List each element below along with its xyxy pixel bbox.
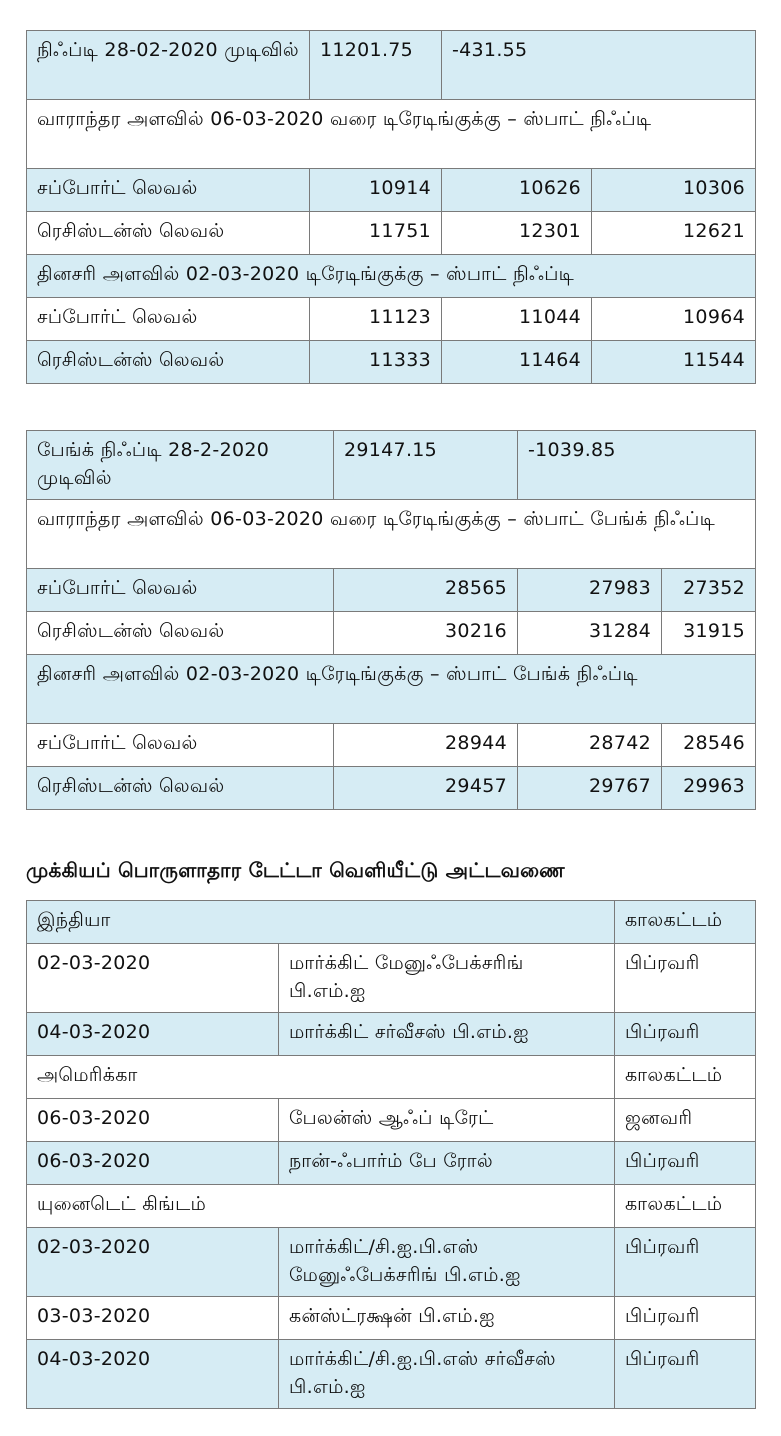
level-value: 11333 <box>310 341 442 384</box>
nifty-change-value: -431.55 <box>442 31 756 100</box>
level-value: 29457 <box>334 767 518 810</box>
event-name: கன்ஸ்ட்ரக்ஷன் பி.எம்.ஐ <box>279 1297 615 1340</box>
section-title-uk: யுனைடெட் கிங்டம் <box>27 1185 615 1228</box>
bank-nifty-daily-support-row <box>27 724 756 767</box>
section-title-india: இந்தியா <box>27 901 615 944</box>
row-label: ரெசிஸ்டன்ஸ் லெவல் <box>27 612 334 655</box>
nifty-header-row <box>27 31 756 100</box>
event-date: 02-03-2020 <box>27 944 279 1013</box>
nifty-daily-title-row <box>27 255 756 298</box>
calendar-row <box>27 1099 756 1142</box>
bank-nifty-close-value: 29147.15 <box>334 431 518 500</box>
event-period: பிப்ரவரி <box>615 1228 756 1297</box>
row-label: ரெசிஸ்டன்ஸ் லெவல் <box>27 341 310 384</box>
bank-nifty-header-label: பேங்க் நிஃப்டி 28-2-2020 முடிவில் <box>27 431 334 500</box>
event-period: பிப்ரவரி <box>615 1013 756 1056</box>
event-name: மார்க்கிட் மேனுஃபேக்சரிங் பி.எம்.ஐ <box>279 944 615 1013</box>
row-label: சப்போர்ட் லெவல் <box>27 569 334 612</box>
event-name: மார்க்கிட்/சி.ஐ.பி.எஸ் சர்வீசஸ் பி.எம்.ஐ <box>279 1340 615 1409</box>
india-section-row <box>27 901 756 944</box>
nifty-close-value: 11201.75 <box>310 31 442 100</box>
event-date: 06-03-2020 <box>27 1142 279 1185</box>
level-value: 27983 <box>518 569 662 612</box>
row-label: சப்போர்ட் லெவல் <box>27 298 310 341</box>
calendar-row <box>27 1340 756 1409</box>
nifty-weekly-title-row <box>27 100 756 169</box>
level-value: 29767 <box>518 767 662 810</box>
nifty-levels-table <box>26 30 756 384</box>
event-period: பிப்ரவரி <box>615 944 756 1013</box>
level-value: 28742 <box>518 724 662 767</box>
level-value: 11464 <box>442 341 592 384</box>
event-name: நான்-ஃபார்ம் பே ரோல் <box>279 1142 615 1185</box>
event-period: பிப்ரவரி <box>615 1297 756 1340</box>
economic-calendar-table <box>26 900 756 1409</box>
level-value: 28546 <box>662 724 756 767</box>
bank-nifty-change-value: -1039.85 <box>518 431 756 500</box>
row-label: சப்போர்ட் லெவல் <box>27 169 310 212</box>
event-period: பிப்ரவரி <box>615 1142 756 1185</box>
bank-nifty-daily-title-row <box>27 655 756 724</box>
level-value: 11751 <box>310 212 442 255</box>
period-label: காலகட்டம் <box>615 1056 756 1099</box>
event-date: 03-03-2020 <box>27 1297 279 1340</box>
level-value: 10306 <box>592 169 756 212</box>
calendar-row <box>27 1142 756 1185</box>
level-value: 10914 <box>310 169 442 212</box>
calendar-row <box>27 1013 756 1056</box>
bank-nifty-levels-table <box>26 430 756 810</box>
period-label: காலகட்டம் <box>615 901 756 944</box>
calendar-row <box>27 944 756 1013</box>
bank-nifty-header-row <box>27 431 756 500</box>
bank-nifty-daily-title: தினசரி அளவில் 02-03-2020 டிரேடிங்குக்கு – ஸ்பாட் பேங்க் நிஃப்டி <box>27 655 756 724</box>
level-value: 10626 <box>442 169 592 212</box>
nifty-weekly-resistance-row <box>27 212 756 255</box>
level-value: 11044 <box>442 298 592 341</box>
calendar-heading: முக்கியப் பொருளாதார டேட்டா வெளியீட்டு அட்டவணை <box>26 858 565 882</box>
nifty-daily-title: தினசரி அளவில் 02-03-2020 டிரேடிங்குக்கு – ஸ்பாட் நிஃப்டி <box>27 255 756 298</box>
bank-nifty-weekly-title: வாராந்தர அளவில் 06-03-2020 வரை டிரேடிங்குக்கு – ஸ்பாட் பேங்க் நிஃப்டி <box>27 500 756 569</box>
bank-nifty-daily-resistance-row <box>27 767 756 810</box>
level-value: 27352 <box>662 569 756 612</box>
nifty-weekly-title: வாராந்தர அளவில் 06-03-2020 வரை டிரேடிங்குக்கு – ஸ்பாட் நிஃப்டி <box>27 100 756 169</box>
event-name: மார்க்கிட் சர்வீசஸ் பி.எம்.ஐ <box>279 1013 615 1056</box>
calendar-row <box>27 1297 756 1340</box>
level-value: 30216 <box>334 612 518 655</box>
row-label: ரெசிஸ்டன்ஸ் லெவல் <box>27 212 310 255</box>
nifty-daily-resistance-row <box>27 341 756 384</box>
nifty-daily-support-row <box>27 298 756 341</box>
event-period: பிப்ரவரி <box>615 1340 756 1409</box>
level-value: 12621 <box>592 212 756 255</box>
level-value: 31284 <box>518 612 662 655</box>
event-period: ஜனவரி <box>615 1099 756 1142</box>
event-date: 02-03-2020 <box>27 1228 279 1297</box>
level-value: 11123 <box>310 298 442 341</box>
event-name: மார்க்கிட்/சி.ஐ.பி.எஸ் மேனுஃபேக்சரிங் பி.எம்.ஐ <box>279 1228 615 1297</box>
level-value: 31915 <box>662 612 756 655</box>
event-name: பேலன்ஸ் ஆஃப் டிரேட் <box>279 1099 615 1142</box>
row-label: சப்போர்ட் லெவல் <box>27 724 334 767</box>
nifty-weekly-support-row <box>27 169 756 212</box>
bank-nifty-weekly-resistance-row <box>27 612 756 655</box>
event-date: 06-03-2020 <box>27 1099 279 1142</box>
level-value: 10964 <box>592 298 756 341</box>
level-value: 12301 <box>442 212 592 255</box>
event-date: 04-03-2020 <box>27 1340 279 1409</box>
bank-nifty-weekly-support-row <box>27 569 756 612</box>
level-value: 11544 <box>592 341 756 384</box>
period-label: காலகட்டம் <box>615 1185 756 1228</box>
usa-section-row <box>27 1056 756 1099</box>
event-date: 04-03-2020 <box>27 1013 279 1056</box>
uk-section-row <box>27 1185 756 1228</box>
nifty-header-label: நிஃப்டி 28-02-2020 முடிவில் <box>27 31 310 100</box>
level-value: 28565 <box>334 569 518 612</box>
bank-nifty-weekly-title-row <box>27 500 756 569</box>
row-label: ரெசிஸ்டன்ஸ் லெவல் <box>27 767 334 810</box>
level-value: 29963 <box>662 767 756 810</box>
section-title-usa: அமெரிக்கா <box>27 1056 615 1099</box>
calendar-row <box>27 1228 756 1297</box>
level-value: 28944 <box>334 724 518 767</box>
